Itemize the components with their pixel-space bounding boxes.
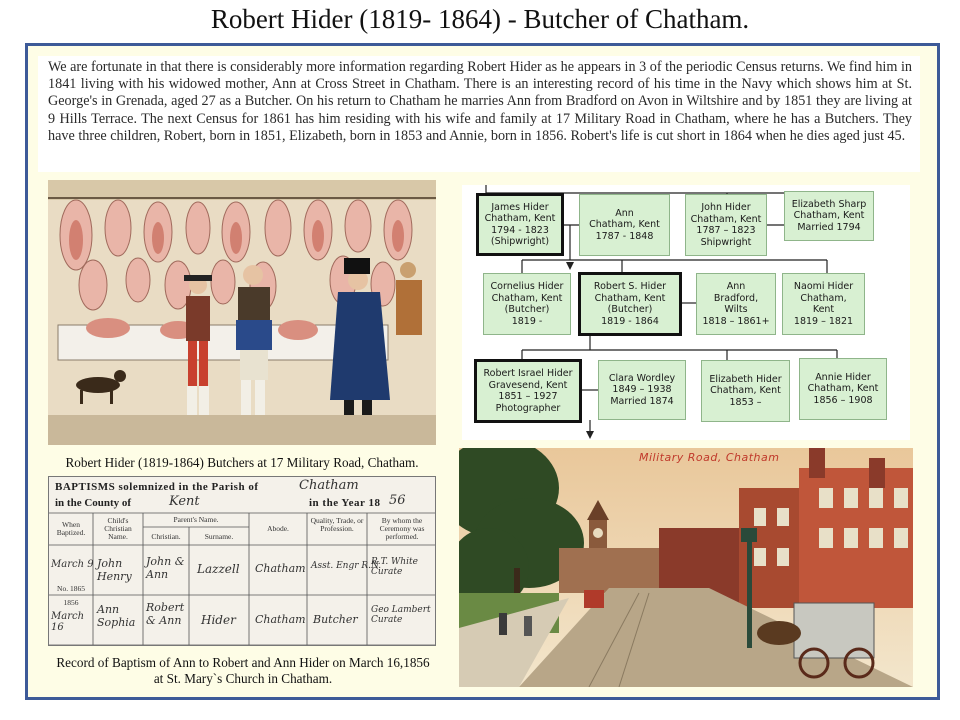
tree-node-robert-israel-hider: Robert Israel Hider Gravesend, Kent 1851 – 1927 Photographer (474, 359, 582, 423)
register-col-ceremony: By whom the Ceremony was performed. (379, 516, 425, 541)
postcard-title: Military Road, Chatham (639, 451, 780, 464)
register-row2-date: March 16 (51, 611, 85, 633)
register-year-label: in the Year 18 (309, 497, 381, 509)
tree-node-james-hider: James Hider Chatham, Kent 1794 - 1823 (Shipwright) (476, 193, 564, 256)
register-row1-surname: Lazzell (197, 562, 240, 576)
tree-node-ann-bradford: Ann Bradford, Wilts 1818 – 1861+ (696, 273, 776, 335)
butcher-caption: Robert Hider (1819-1864) Butchers at 17 Military Road, Chatham. (65, 455, 419, 470)
register-row1-child: John Henry (97, 557, 132, 583)
register-col-abode: Abode. (267, 524, 289, 533)
register-row1-quality: Asst. Engr R.N. (311, 561, 382, 571)
register-row1-abode: Chatham (255, 562, 306, 575)
baptism-caption: Record of Baptism of Ann to Robert and Ann Hider on March 16,1856 at St. Mary`s Church in Chatham. (56, 655, 430, 686)
intro-text: We are fortunate in that there is considerably more information regarding Robert Hider as he appears in 3 of the periodic Census returns. We find him in 1841 living with his widowed mother, Ann at Cross Street in Chatham. There is an interesting record of his time in the Navy which shows him at St. George's in Grenada, aged 27 as a Butcher. On his return to Chatham he marries Ann from Bradford on Avon in Wiltshire and by 1851 they are living at 9 Hills Terrace. The next Census for 1861 has him residing with his wife and family at 17 Military Road in Chatham, where he has a Butchers. They have three children, Robert, born in 1851, Elizabeth, born in 1853 and Annie, born in 1856. Robert's life is cut short in 1864 when he dies aged just 45. (38, 56, 920, 172)
tree-node-annie-hider: Annie Hider Chatham, Kent 1856 – 1908 (799, 358, 887, 420)
register-row2-abode: Chatham (255, 613, 306, 626)
register-row1-ceremony: R.T. White Curate (371, 557, 418, 577)
register-col-quality: Quality, Trade, or Profession. (310, 516, 364, 533)
military-road-postcard (459, 448, 913, 687)
butcher-shop-illustration (48, 180, 436, 445)
register-row1-parents: John & Ann (146, 555, 185, 581)
register-row2-surname: Hider (201, 613, 236, 627)
tree-node-ann-1787: Ann Chatham, Kent 1787 - 1848 (579, 194, 670, 256)
register-col-parents: Parent's Name. (173, 515, 219, 524)
register-row2-quality: Butcher (313, 613, 358, 626)
baptism-register-image (48, 476, 436, 646)
tree-node-john-hider: John Hider Chatham, Kent 1787 – 1823 Shipwright (685, 194, 767, 256)
register-parish: Chatham (299, 478, 359, 493)
register-row2-child: Ann Sophia (97, 603, 136, 629)
register-row2-number: 1856 (63, 598, 79, 607)
register-row1-number: No. 1865 (57, 584, 85, 593)
register-row1-date: March 9 (51, 559, 94, 570)
register-heading: BAPTISMS solemnized in the Parish of (55, 481, 259, 493)
register-row2-ceremony: Geo Lambert Curate (371, 605, 431, 625)
register-county: Kent (169, 494, 200, 509)
register-year: 56 (389, 493, 406, 508)
register-col-surname: Surname. (204, 532, 234, 541)
register-col-christian: Christian. (151, 532, 181, 541)
tree-node-clara-wordley: Clara Wordley 1849 – 1938 Married 1874 (598, 360, 686, 420)
register-col-child: Child's Christian Name. (104, 516, 132, 541)
family-tree (462, 185, 910, 440)
tree-node-elizabeth-hider: Elizabeth Hider Chatham, Kent 1853 – (701, 360, 790, 422)
page-title: Robert Hider (1819- 1864) - Butcher of Chatham. (210, 4, 750, 34)
tree-node-elizabeth-sharp: Elizabeth Sharp Chatham, Kent Married 1794 (784, 191, 874, 241)
register-row2-parents: Robert & Ann (146, 601, 185, 627)
tree-node-robert-s-hider: Robert S. Hider Chatham, Kent (Butcher) 1819 - 1864 (578, 272, 682, 336)
tree-node-cornelius-hider: Cornelius Hider Chatham, Kent (Butcher) 1819 - (483, 273, 571, 335)
register-col-when: When Baptized. (56, 520, 86, 537)
register-county-label: in the County of (55, 497, 132, 509)
tree-node-naomi-hider: Naomi Hider Chatham, Kent 1819 – 1821 (782, 273, 865, 335)
